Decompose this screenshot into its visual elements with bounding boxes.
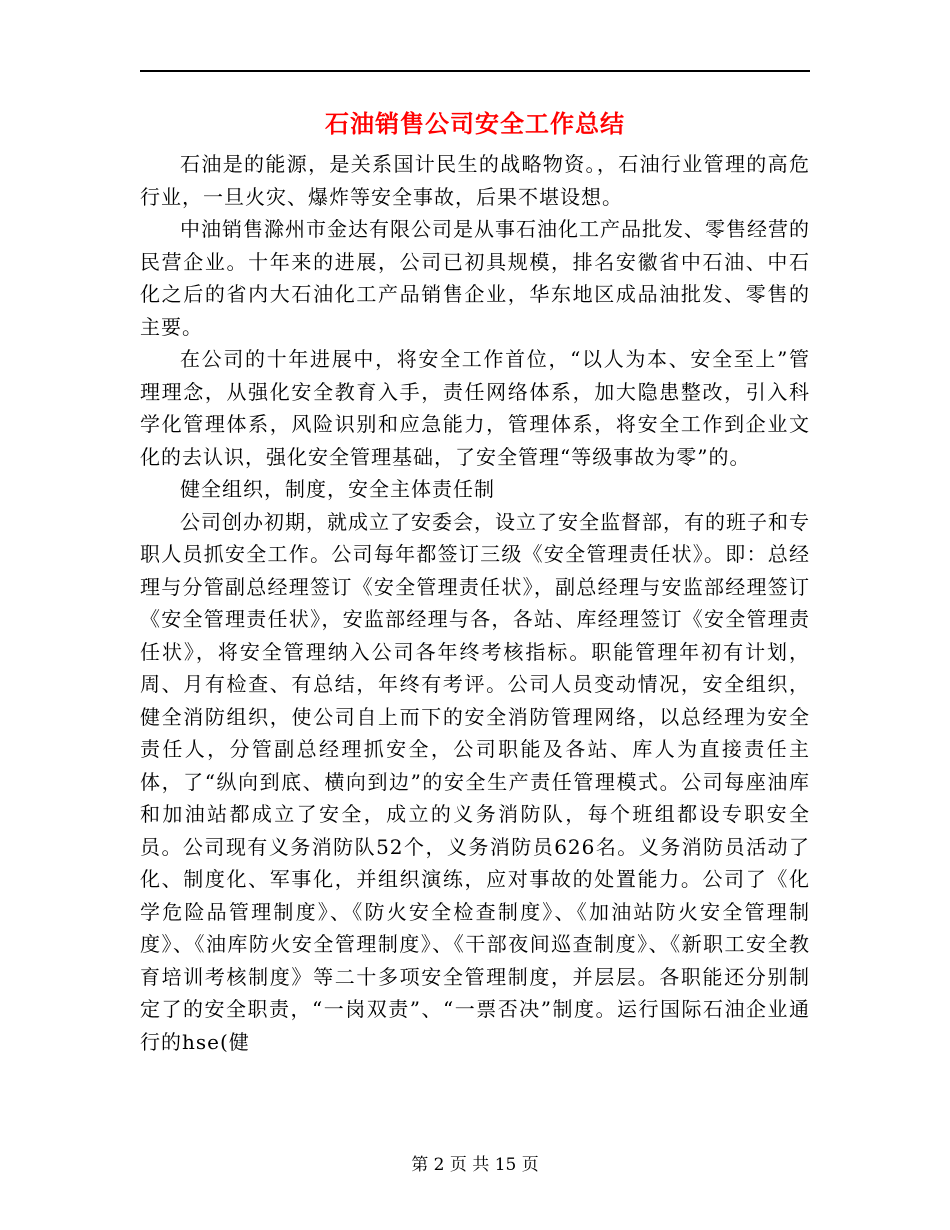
paragraph: 公司创办初期，就成立了安委会，设立了安全监督部，有的班子和专职人员抓安全工作。公司每年都签订三级《安全管理责任状》。即：总经理与分管副总经理签订《安全管理责任状》，副总经理与安监部经理签订《安全管理责任状》，安监部经理与各，各站、库经理签订《安全管理责任状》，将安全管理纳入公司各年终考核指标。职能管理年初有计划，周、月有检查、有总结，年终有考评。公司人员变动情况，安全组织，健全消防组织，使公司自上而下的安全消防管理网络，以总经理为安全责任人，分管副总经理抓安全，公司职能及各站、库人为直接责任主体，了“纵向到底、横向到边”的安全生产责任管理模式。公司每座油库和加油站都成立了安全，成立的义务消防队，每个班组都设专职安全员。公司现有义务消防队52个，义务消防员626名。义务消防员活动了化、制度化、军事化，并组织演练，应对事故的处置能力。公司了《化学危险品管理制度》、《防火安全检查制度》、《加油站防火安全管理制度》、《油库防火安全管理制度》、《干部夜间巡查制度》、《新职工安全教育培训考核制度》等二十多项安全管理制度，并层层。各职能还分别制定了的安全职责，“一岗双责”、“一票否决”制度。运行国际石油企业通行的hse(健: [140, 509, 810, 1054]
document-body: [140, 148, 810, 1058]
paragraph: 中油销售滁州市金达有限公司是从事石油化工产品批发、零售经营的民营企业。十年来的进展，公司已初具规模，排名安徽省中石油、中石化之后的省内大石油化工产品销售企业，华东地区成品油批发、零售的主要。: [140, 217, 810, 339]
paragraph: 石油是的能源，是关系国计民生的战略物资。，石油行业管理的高危行业，一旦火灾、爆炸等安全事故，后果不堪设想。: [140, 152, 810, 209]
paragraph: 在公司的十年进展中，将安全工作首位，“以人为本、安全至上”管理理念，从强化安全教育入手，责任网络体系，加大隐患整改，引入科学化管理体系，风险识别和应急能力，管理体系，将安全工作到企业文化的去认识，强化安全管理基础，了安全管理“等级事故为零”的。: [140, 347, 810, 469]
section-heading: 健全组织，制度，安全主体责任制: [180, 477, 495, 501]
header-rule: [140, 70, 810, 72]
page-number-footer: 第 2 页 共 15 页: [411, 1155, 539, 1175]
document-title: 石油销售公司安全工作总结: [325, 109, 625, 138]
